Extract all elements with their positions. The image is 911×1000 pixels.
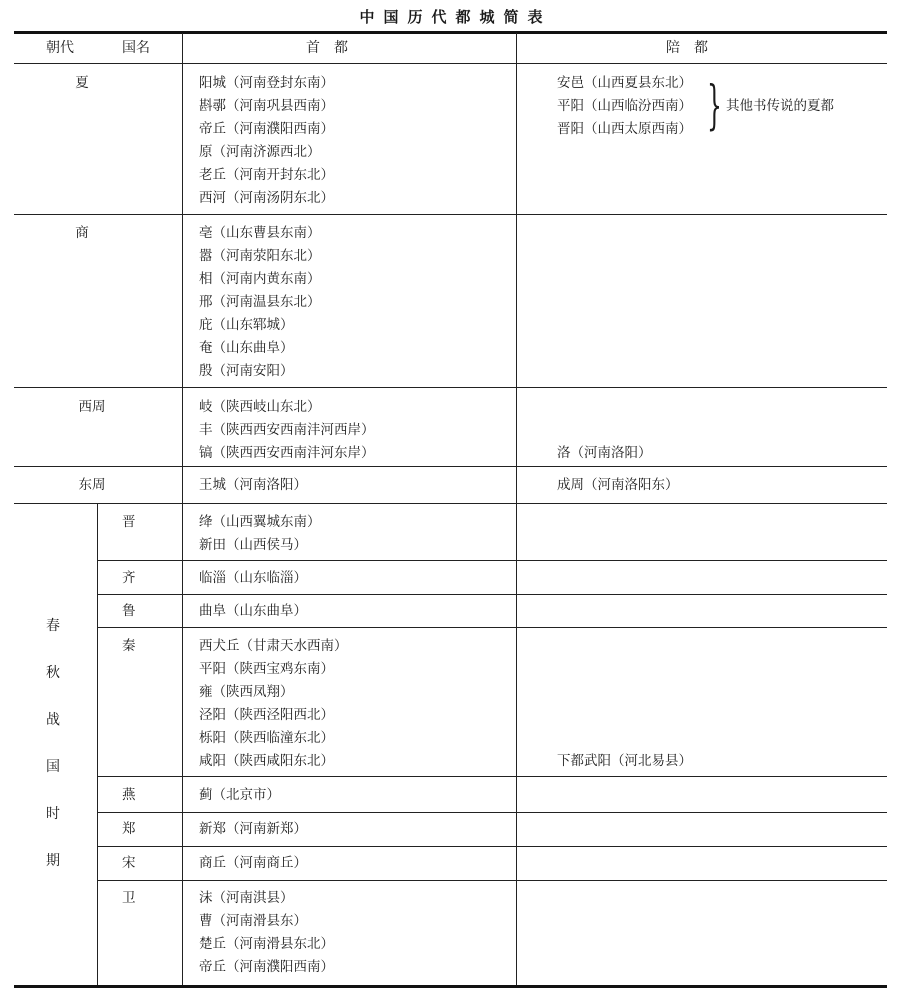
capital-entry: 邢（河南温县东北） bbox=[199, 294, 321, 310]
row-rule bbox=[14, 466, 887, 467]
header-state: 国名 bbox=[122, 40, 150, 56]
capital-entry: 镐（陕西西安西南沣河东岸） bbox=[199, 445, 375, 461]
capital-entry: 嚣（河南荥阳东北） bbox=[199, 248, 321, 264]
capital-entry: 庇（山东郓城） bbox=[199, 317, 294, 333]
period-label-char: 期 bbox=[46, 853, 60, 869]
secondary-capital-entry: 下都武阳（河北易县） bbox=[557, 753, 692, 769]
row-rule bbox=[97, 880, 887, 881]
capital-entry: 蓟（北京市） bbox=[199, 787, 280, 803]
capital-entry: 临淄（山东临淄） bbox=[199, 570, 307, 586]
period-label-char: 国 bbox=[46, 759, 60, 775]
period-label-char: 秋 bbox=[46, 665, 60, 681]
secondary-capital-entry: 平阳（山西临汾西南） bbox=[557, 98, 692, 114]
dynasty-xizhou: 西周 bbox=[78, 399, 106, 415]
capital-entry: 帝丘（河南濮阳西南） bbox=[199, 959, 334, 975]
capital-entry: 新郑（河南新郑） bbox=[199, 821, 307, 837]
capital-entry: 岐（陕西岐山东北） bbox=[199, 399, 321, 415]
dynasty-xia: 夏 bbox=[75, 75, 89, 91]
capital-entry: 西犬丘（甘肃天水西南） bbox=[199, 638, 348, 654]
capital-entry: 西河（河南汤阴东北） bbox=[199, 190, 334, 206]
period-label-char: 时 bbox=[46, 806, 60, 822]
state-jin: 晋 bbox=[122, 514, 136, 530]
row-rule bbox=[14, 503, 887, 504]
capital-entry: 丰（陕西西安西南沣河西岸） bbox=[199, 422, 375, 438]
state-zheng: 郑 bbox=[122, 821, 136, 837]
capital-entry: 原（河南济源西北） bbox=[199, 144, 321, 160]
period-label-chunqiu-zhanguo bbox=[40, 614, 66, 896]
row-rule bbox=[97, 846, 887, 847]
dynasty-shang: 商 bbox=[75, 225, 89, 241]
row-rule bbox=[97, 594, 887, 595]
header-dynasty: 朝代 bbox=[46, 40, 74, 56]
capital-entry: 泾阳（陕西泾阳西北） bbox=[199, 707, 334, 723]
capital-entry: 帝丘（河南濮阳西南） bbox=[199, 121, 334, 137]
capital-entry: 曹（河南滑县东） bbox=[199, 913, 307, 929]
capital-entry: 奄（山东曲阜） bbox=[199, 340, 294, 356]
capital-entry: 老丘（河南开封东北） bbox=[199, 167, 334, 183]
header-capital: 首 都 bbox=[306, 40, 348, 56]
header-secondary-capital: 陪 都 bbox=[666, 40, 708, 56]
secondary-capital-entry: 安邑（山西夏县东北） bbox=[557, 75, 692, 91]
capital-entry: 斟鄩（河南巩县西南） bbox=[199, 98, 334, 114]
state-yan: 燕 bbox=[122, 787, 136, 803]
header-bottom-rule bbox=[14, 63, 887, 64]
capital-entry: 亳（山东曹县东南） bbox=[199, 225, 321, 241]
curly-brace: } bbox=[707, 76, 722, 136]
capital-entry: 栎阳（陕西临潼东北） bbox=[199, 730, 334, 746]
capital-entry: 殷（河南安阳） bbox=[199, 363, 294, 379]
state-qin: 秦 bbox=[122, 638, 136, 654]
dynasty-dongzhou: 东周 bbox=[78, 477, 106, 493]
row-rule bbox=[97, 812, 887, 813]
capital-entry: 相（河南内黄东南） bbox=[199, 271, 321, 287]
capital-entry: 平阳（陕西宝鸡东南） bbox=[199, 661, 334, 677]
secondary-capital-entry: 洛（河南洛阳） bbox=[557, 445, 652, 461]
row-rule bbox=[14, 214, 887, 215]
period-label-char: 春 bbox=[46, 618, 60, 634]
capital-entry: 新田（山西侯马） bbox=[199, 537, 307, 553]
row-rule bbox=[14, 387, 887, 388]
capital-entry: 王城（河南洛阳） bbox=[199, 477, 307, 493]
capital-entry: 雍（陕西凤翔） bbox=[199, 684, 294, 700]
secondary-capital-entry: 成周（河南洛阳东） bbox=[557, 477, 679, 493]
table-top-rule bbox=[14, 31, 887, 34]
page-title: 中国历代都城简表 bbox=[359, 8, 552, 26]
secondary-capital-entry: 晋阳（山西太原西南） bbox=[557, 121, 692, 137]
capital-entry: 绛（山西翼城东南） bbox=[199, 514, 321, 530]
state-wei: 卫 bbox=[122, 890, 136, 906]
column-rule bbox=[97, 503, 98, 985]
xia-note: 其他书传说的夏都 bbox=[726, 98, 834, 114]
capital-entry: 楚丘（河南滑县东北） bbox=[199, 936, 334, 952]
capital-entry: 曲阜（山东曲阜） bbox=[199, 603, 307, 619]
table-bottom-rule bbox=[14, 985, 887, 988]
column-rule bbox=[516, 33, 517, 985]
capital-entry: 商丘（河南商丘） bbox=[199, 855, 307, 871]
capital-entry: 沫（河南淇县） bbox=[199, 890, 294, 906]
capital-entry: 咸阳（陕西咸阳东北） bbox=[199, 753, 334, 769]
state-song: 宋 bbox=[122, 855, 136, 871]
state-lu: 鲁 bbox=[122, 603, 136, 619]
capital-entry: 阳城（河南登封东南） bbox=[199, 75, 334, 91]
state-qi: 齐 bbox=[122, 570, 136, 586]
period-label-char: 战 bbox=[46, 712, 60, 728]
row-rule bbox=[97, 560, 887, 561]
column-rule bbox=[182, 33, 183, 985]
row-rule bbox=[97, 776, 887, 777]
row-rule bbox=[97, 627, 887, 628]
